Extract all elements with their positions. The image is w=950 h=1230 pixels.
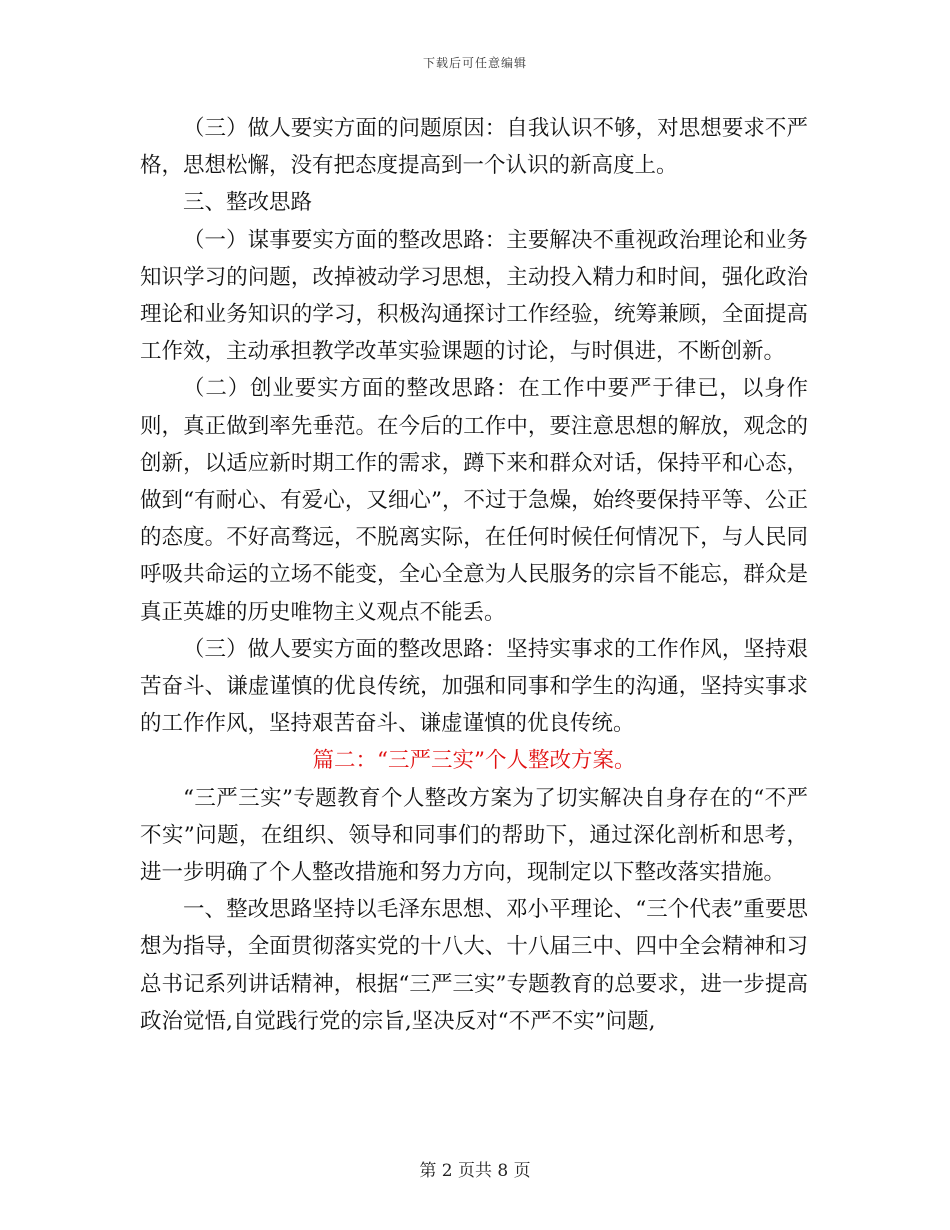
paragraph-rectification-2: （二）创业要实方面的整改思路：在工作中要严于律已，以身作则，真正做到率先垂范。在今后的工作中，要注意思想的解放，观念的创新，以适应新时期工作的需求，蹲下来和群众对话，保持平和心态，做到“有耐心、有爱心，又细心”，不过于急燥，始终要保持平等、公正的态度。不好高骛远，不脱离实际，在任何时候任何情况下，与人民同呼吸共命运的立场不能变，全心全意为人民服务的宗旨不能忘，群众是真正英雄的历史唯物主义观点不能丢。: [140, 376, 808, 625]
paragraph-rectification-3: （三）做人要实方面的整改思路：坚持实事求的工作作风，坚持艰苦奋斗、谦虚谨慎的优良传统，加强和同事和学生的沟通，坚持实事求的工作作风，坚持艰苦奋斗、谦虚谨慎的优良传统。: [140, 636, 808, 737]
section-heading-rectification-ideas: 三、整改思路: [183, 190, 313, 216]
article-title-part-two: 篇二：“三严三实”个人整改方案。: [312, 748, 636, 774]
paragraph-plan-intro: “三严三实”专题教育个人整改方案为了切实解决自身存在的“不严不实”问题，在组织、领导和同事们的帮助下，通过深化剖析和思考，进一步明确了个人整改措施和努力方向，现制定以下整改落实措施。: [140, 785, 808, 886]
page-footer-number: 第 2 页共 8 页: [419, 1161, 531, 1181]
document-body: [140, 110, 808, 1040]
page-header-note: 下载后可任意编辑: [422, 56, 527, 70]
paragraph-rectification-ideas-guideline: 一、整改思路坚持以毛泽东思想、邓小平理论、“三个代表”重要思想为指导，全面贯彻落实党的十八大、十八届三中、四中全会精神和习总书记系列讲话精神，根据“三严三实”专题教育的总要求，进一步提高政治觉悟,自觉践行党的宗旨,坚决反对“不严不实”问题,: [140, 897, 808, 1034]
paragraph-rectification-1: （一）谋事要实方面的整改思路：主要解决不重视政治理论和业务知识学习的问题，改掉被动学习思想，主动投入精力和时间，强化政治理论和业务知识的学习，积极沟通探讨工作经验，统筹兼顾，全面提高工作效，主动承担教学改革实验课题的讨论，与时俱进，不断创新。: [140, 227, 808, 365]
paragraph-problem-cause-3: （三）做人要实方面的问题原因：自我认识不够，对思想要求不严格，思想松懈，没有把态度提高到一个认识的新高度上。: [140, 116, 808, 179]
